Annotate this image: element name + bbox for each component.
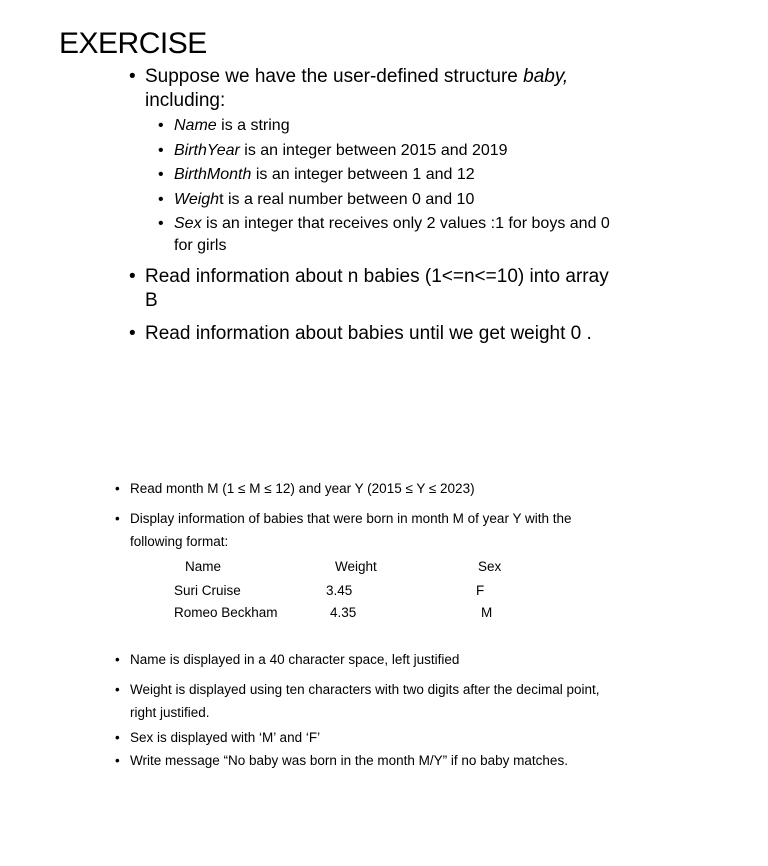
- read-until-weight-zero: Read information about babies until we get weight 0 .: [145, 323, 592, 344]
- bullet-dot: •: [158, 166, 164, 183]
- note-weight-line2: right justified.: [130, 705, 210, 720]
- page-title: EXERCISE: [59, 27, 207, 60]
- table-cell: Suri Cruise: [174, 583, 241, 598]
- struct-intro-line2: including:: [145, 90, 226, 111]
- table-cell: F: [476, 583, 485, 598]
- field-birthyear: BirthYear is an integer between 2015 and 2019: [174, 142, 508, 159]
- note-sex: Sex is displayed with ‘M’ and ‘F’: [130, 730, 321, 745]
- table-header-name: Name: [185, 559, 222, 574]
- field-weight: Weight is a real number between 0 and 10: [174, 191, 475, 208]
- bullet-dot: •: [115, 682, 120, 697]
- bullet-dot: •: [129, 66, 136, 87]
- table-cell: 3.45: [326, 583, 353, 598]
- bullet-dot: •: [158, 191, 164, 208]
- table-cell: Romeo Beckham: [174, 605, 278, 620]
- bullet-dot: •: [129, 323, 136, 344]
- bullet-dot: •: [158, 117, 164, 134]
- display-info-line2: following format:: [130, 534, 229, 549]
- display-info: Display information of babies that were born in month M of year Y with the: [130, 511, 572, 526]
- bullet-dot: •: [115, 511, 120, 526]
- field-sex: Sex is an integer that receives only 2 values :1 for boys and 0: [174, 215, 610, 232]
- bullet-dot: •: [129, 266, 136, 287]
- bullet-dot: •: [115, 753, 120, 768]
- bullet-dot: •: [158, 142, 164, 159]
- table-cell: 4.35: [330, 605, 357, 620]
- read-month-year: Read month M (1 ≤ M ≤ 12) and year Y (2015 ≤ Y ≤ 2023): [130, 481, 475, 496]
- table-header-weight: Weight: [335, 559, 377, 574]
- struct-intro: Suppose we have the user-defined structure baby,: [145, 66, 569, 87]
- note-name: Name is displayed in a 40 character space, left justified: [130, 652, 460, 667]
- field-name: Name is a string: [174, 117, 290, 134]
- table-header-sex: Sex: [478, 559, 502, 574]
- bullet-dot: •: [158, 215, 164, 232]
- field-birthmonth: BirthMonth is an integer between 1 and 12: [174, 166, 475, 183]
- field-sex-line2: for girls: [174, 237, 227, 254]
- bullet-dot: •: [115, 652, 120, 667]
- read-n-babies: Read information about n babies (1<=n<=10) into array: [145, 266, 609, 287]
- bullet-dot: •: [115, 730, 120, 745]
- table-cell: M: [481, 605, 493, 620]
- read-n-babies-line2: B: [145, 290, 158, 311]
- note-message: Write message “No baby was born in the month M/Y” if no baby matches.: [130, 753, 568, 768]
- bullet-dot: •: [115, 481, 120, 496]
- note-weight: Weight is displayed using ten characters with two digits after the decimal point,: [130, 682, 600, 697]
